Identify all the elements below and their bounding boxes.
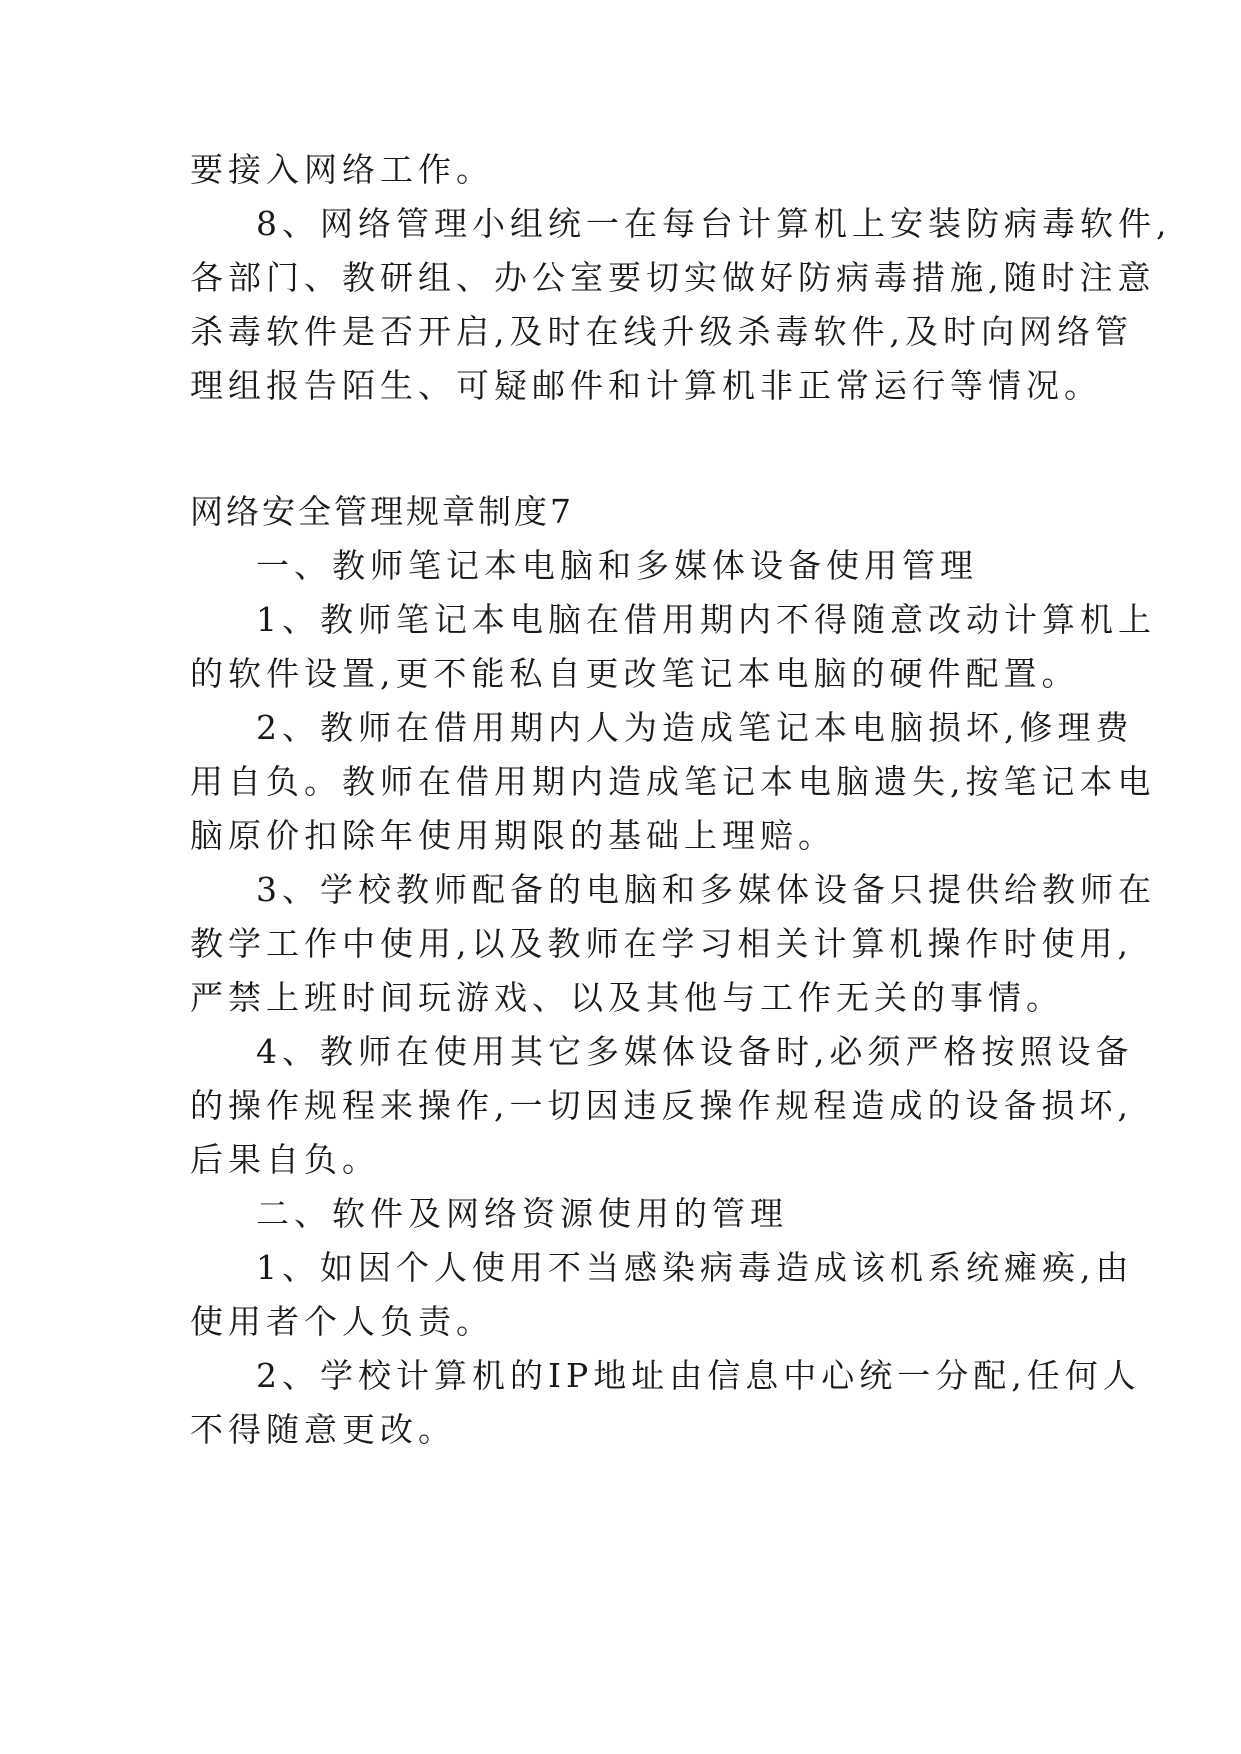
section-title: 网络安全管理规章制度7 — [190, 492, 574, 531]
paragraph-line: 不得随意更改。 — [190, 1410, 456, 1449]
paragraph-line: 使用者个人负责。 — [190, 1302, 494, 1341]
paragraph-line: 用自负。教师在借用期内造成笔记本电脑遗失,按笔记本电 — [190, 762, 1156, 801]
part-heading: 二、软件及网络资源使用的管理 — [256, 1194, 788, 1233]
paragraph-line: 杀毒软件是否开启,及时在线升级杀毒软件,及时向网络管 — [190, 312, 1133, 351]
paragraph-line: 各部门、教研组、办公室要切实做好防病毒措施,随时注意 — [190, 258, 1156, 297]
paragraph-line: 8、网络管理小组统一在每台计算机上安装防病毒软件, — [256, 204, 1172, 243]
paragraph-line: 后果自负。 — [190, 1140, 380, 1179]
paragraph-line: 要接入网络工作。 — [190, 150, 494, 189]
paragraph-line: 理组报告陌生、可疑邮件和计算机非正常运行等情况。 — [190, 366, 1102, 405]
paragraph-line: 的软件设置,更不能私自更改笔记本电脑的硬件配置。 — [190, 654, 1080, 693]
paragraph-line: 脑原价扣除年使用期限的基础上理赔。 — [190, 816, 836, 855]
paragraph-line: 的操作规程来操作,一切因违反操作规程造成的设备损坏, — [190, 1086, 1133, 1125]
paragraph-line: 4、教师在使用其它多媒体设备时,必须严格按照设备 — [256, 1032, 1134, 1071]
paragraph-line: 教学工作中使用,以及教师在学习相关计算机操作时使用, — [190, 924, 1133, 963]
paragraph-line: 1、如因个人使用不当感染病毒造成该机系统瘫痪,由 — [256, 1248, 1134, 1287]
paragraph-line: 2、学校计算机的IP地址由信息中心统一分配,任何人 — [256, 1356, 1141, 1395]
part-heading: 一、教师笔记本电脑和多媒体设备使用管理 — [256, 546, 978, 585]
paragraph-line: 严禁上班时间玩游戏、以及其他与工作无关的事情。 — [190, 978, 1064, 1017]
paragraph-line: 1、教师笔记本电脑在借用期内不得随意改动计算机上 — [256, 600, 1156, 639]
paragraph-line: 3、学校教师配备的电脑和多媒体设备只提供给教师在 — [256, 870, 1156, 909]
paragraph-line: 2、教师在借用期内人为造成笔记本电脑损坏,修理费 — [256, 708, 1134, 747]
